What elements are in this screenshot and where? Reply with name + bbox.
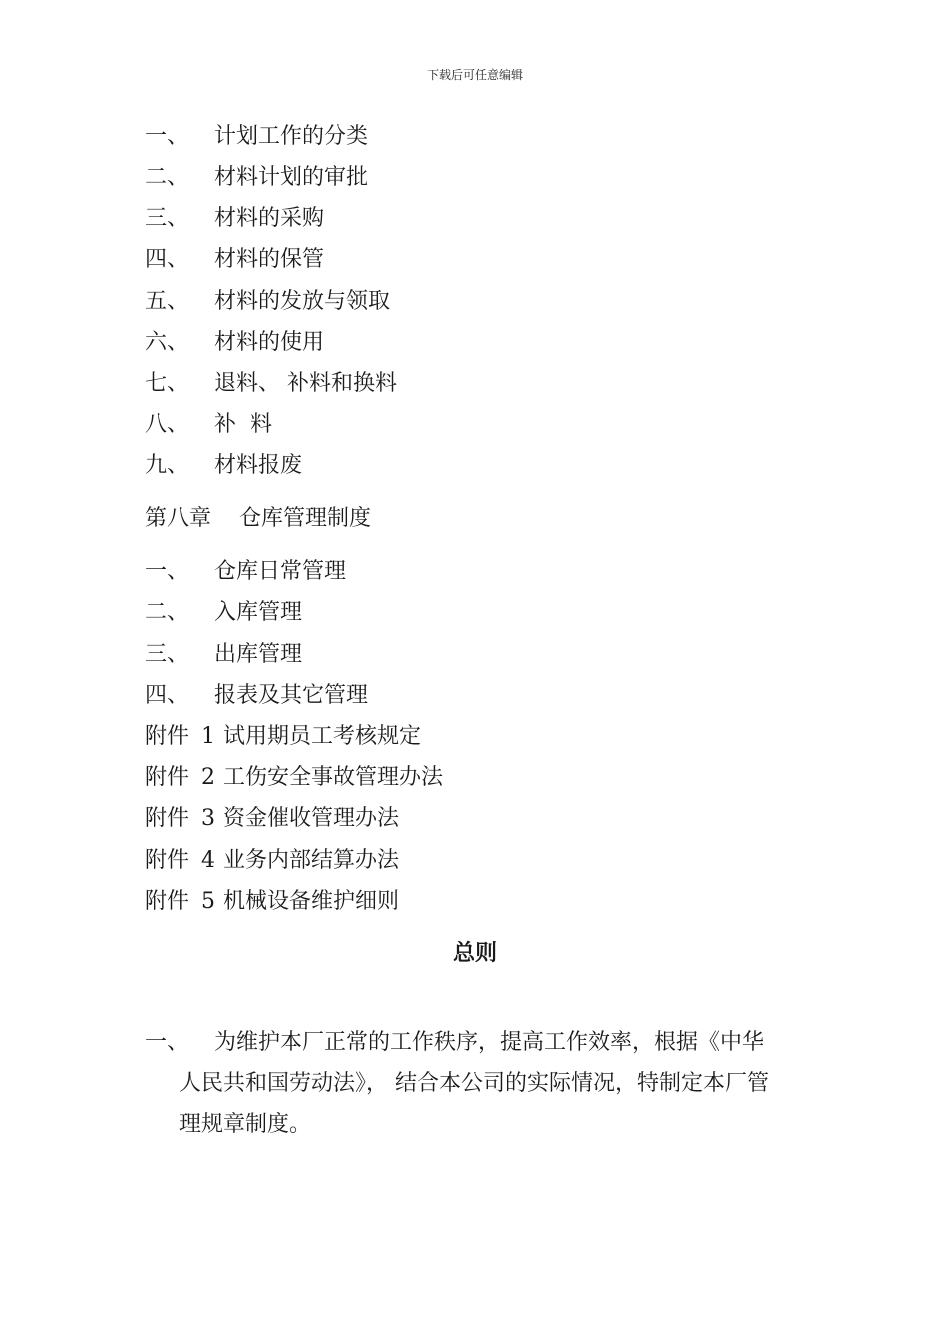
list-item: [145, 164, 368, 192]
item-number: 九、: [145, 453, 190, 478]
attachment-title: 业务内部结算办法: [223, 848, 400, 873]
paragraph-number: 一、: [145, 1030, 190, 1055]
item-number: 六、: [145, 330, 190, 355]
attachment-item: [145, 764, 443, 792]
item-text: 材料的发放与领取: [214, 289, 391, 314]
list-item: [145, 205, 324, 233]
list-item: [145, 558, 346, 586]
attachment-item: [145, 805, 399, 833]
attachment-number: 2: [201, 765, 216, 790]
paragraph: [145, 1022, 815, 1145]
item-text: 退料、 补料和换料: [214, 371, 397, 396]
paragraph-text-line: 人民共和国劳动法》， 结合本公司的实际情况，特制定本厂管: [179, 1071, 769, 1096]
item-text: 材料的保管: [214, 247, 325, 272]
item-text: 出库管理: [214, 642, 303, 667]
list-item: [145, 370, 397, 398]
item-text: 入库管理: [214, 600, 303, 625]
item-text: 材料报废: [214, 453, 303, 478]
attachment-number: 3: [201, 806, 216, 831]
attachment-title: 机械设备维护细则: [223, 889, 400, 914]
paragraph-first-line: [145, 1022, 815, 1063]
list-item: [145, 246, 324, 274]
item-text: 材料的使用: [214, 330, 325, 355]
item-number: 三、: [145, 206, 190, 231]
attachment-number: 5: [201, 889, 216, 914]
list-item: [145, 288, 390, 316]
item-text: 报表及其它管理: [214, 683, 369, 708]
attachment-item: [145, 723, 421, 751]
attachment-number: 4: [201, 848, 216, 873]
item-text: 材料计划的审批: [214, 165, 369, 190]
attachment-item: [145, 847, 399, 875]
item-number: 三、: [145, 642, 190, 667]
item-number: 一、: [145, 124, 190, 149]
item-number: 四、: [145, 683, 190, 708]
attachment-item: [145, 888, 399, 916]
item-text: 材料的采购: [214, 206, 325, 231]
attachment-label: 附件: [145, 765, 190, 790]
list-item: [145, 452, 302, 480]
item-number: 五、: [145, 289, 190, 314]
attachment-title: 资金催收管理办法: [223, 806, 400, 831]
chapter-heading: 第八章 仓库管理制度: [145, 506, 371, 531]
item-text: 补 料: [214, 412, 272, 437]
attachment-label: 附件: [145, 889, 190, 914]
list-item: [145, 329, 324, 357]
item-number: 一、: [145, 559, 190, 584]
section-title: 总则: [452, 941, 497, 966]
attachment-label: 附件: [145, 724, 190, 749]
list-item: [145, 641, 302, 669]
item-number: 七、: [145, 371, 190, 396]
attachment-label: 附件: [145, 848, 190, 873]
list-item: [145, 682, 368, 710]
list-item: [145, 599, 302, 627]
list-item: [145, 123, 368, 151]
item-number: 八、: [145, 412, 190, 437]
item-text: 计划工作的分类: [214, 124, 369, 149]
attachment-title: 工伤安全事故管理办法: [223, 765, 444, 790]
page-header-note: 下载后可任意编辑: [426, 68, 523, 82]
item-number: 二、: [145, 600, 190, 625]
attachment-label: 附件: [145, 806, 190, 831]
item-number: 四、: [145, 247, 190, 272]
item-text: 仓库日常管理: [214, 559, 347, 584]
attachment-number: 1: [201, 724, 216, 749]
item-number: 二、: [145, 165, 190, 190]
paragraph-text-line: 为维护本厂正常的工作秩序，提高工作效率，根据《中华: [214, 1030, 765, 1055]
list-item: [145, 411, 272, 439]
attachment-title: 试用期员工考核规定: [223, 724, 422, 749]
paragraph-text-line: 理规章制度。: [179, 1112, 312, 1137]
